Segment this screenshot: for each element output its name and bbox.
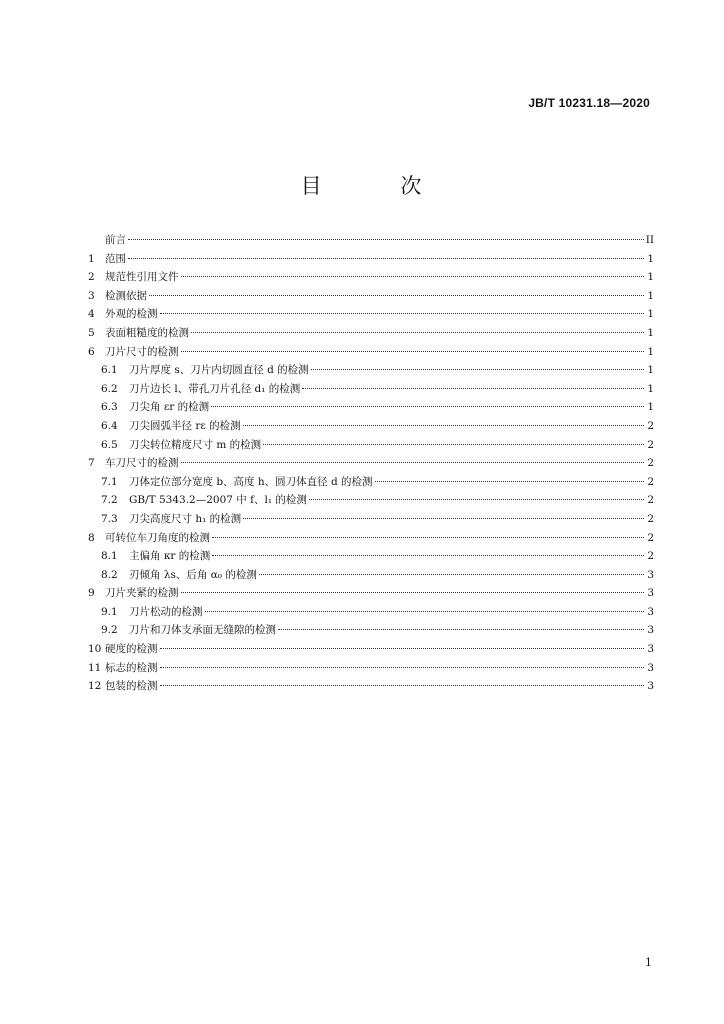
toc-entry-page: 3 <box>647 661 654 674</box>
toc-entry-number: 6 <box>88 345 95 358</box>
dot-leader <box>181 462 645 463</box>
toc-entry[interactable] <box>88 659 654 678</box>
toc-entry-label: 范围 <box>105 252 126 265</box>
dot-leader <box>181 592 645 593</box>
toc-entry-label: 主偏角 κr 的检测 <box>129 550 211 563</box>
dot-leader <box>243 425 644 426</box>
toc-title: 目 次 <box>300 174 458 198</box>
toc-entry-number: 7.1 <box>101 475 118 488</box>
table-of-contents <box>88 231 654 696</box>
toc-entry-label: 刀片松动的检测 <box>129 605 203 618</box>
toc-entry-number: 9.2 <box>101 624 118 637</box>
toc-entry-number: 10 <box>88 643 102 656</box>
toc-entry-number: 6.3 <box>101 401 118 414</box>
toc-entry[interactable] <box>88 361 654 380</box>
dot-leader <box>311 369 644 370</box>
toc-entry[interactable] <box>88 380 654 399</box>
toc-entry[interactable] <box>88 343 654 362</box>
toc-entry-number: 5 <box>88 326 95 339</box>
dot-leader <box>263 444 644 445</box>
dot-leader <box>128 239 644 240</box>
toc-entry-number: 4 <box>88 308 95 321</box>
toc-entry-label: 刀片厚度 s、刀片内切圆直径 d 的检测 <box>129 364 309 377</box>
toc-entry[interactable] <box>88 677 654 696</box>
toc-entry-page: 2 <box>647 512 654 525</box>
toc-entry[interactable] <box>88 491 654 510</box>
toc-entry-page: 2 <box>647 457 654 470</box>
dot-leader <box>160 685 645 686</box>
toc-entry[interactable] <box>88 398 654 417</box>
toc-entry-number: 7.3 <box>101 512 118 525</box>
toc-entry-label: 刀尖角 εr 的检测 <box>129 401 210 414</box>
toc-entry-page: 1 <box>647 382 654 395</box>
toc-entry-page: 1 <box>647 252 654 265</box>
toc-entry-page: 1 <box>647 289 654 302</box>
toc-entry-number: 9 <box>88 587 95 600</box>
toc-entry-page: 2 <box>647 494 654 507</box>
toc-entry[interactable] <box>88 231 654 250</box>
toc-entry[interactable] <box>88 621 654 640</box>
toc-entry[interactable] <box>88 566 654 585</box>
toc-entry-label: 规范性引用文件 <box>105 271 179 284</box>
toc-entry-page: 1 <box>647 401 654 414</box>
toc-entry-page: 3 <box>647 605 654 618</box>
toc-entry-number: 9.1 <box>101 605 118 618</box>
toc-entry[interactable] <box>88 417 654 436</box>
toc-entry-page: 1 <box>647 271 654 284</box>
toc-entry[interactable] <box>88 640 654 659</box>
toc-entry[interactable] <box>88 268 654 287</box>
toc-entry-page: 3 <box>647 643 654 656</box>
dot-leader <box>259 574 644 575</box>
toc-entry-label: 检测依据 <box>105 289 147 302</box>
dot-leader <box>149 295 644 296</box>
toc-entry-page: 3 <box>647 568 654 581</box>
toc-entry-page: 1 <box>647 308 654 321</box>
toc-entry-number: 8.1 <box>101 550 118 563</box>
dot-leader <box>181 351 645 352</box>
toc-entry-number: 7 <box>88 457 95 470</box>
toc-entry[interactable] <box>88 584 654 603</box>
toc-entry-number: 8 <box>88 531 95 544</box>
dot-leader <box>212 555 644 556</box>
toc-entry-label: 刀尖高度尺寸 h₁ 的检测 <box>129 512 242 525</box>
dot-leader <box>160 313 645 314</box>
toc-entry[interactable] <box>88 436 654 455</box>
page-number: 1 <box>645 956 652 969</box>
toc-entry-label: 表面粗糙度的检测 <box>105 326 189 339</box>
toc-entry-number: 6.1 <box>101 364 118 377</box>
toc-entry[interactable] <box>88 473 654 492</box>
toc-entry-label: 外观的检测 <box>105 308 158 321</box>
toc-entry-number: 11 <box>88 661 102 674</box>
toc-entry-label: 车刀尺寸的检测 <box>105 457 179 470</box>
toc-entry-page: 3 <box>647 624 654 637</box>
toc-entry-label: 前言 <box>105 234 126 246</box>
toc-entry-page: 2 <box>647 550 654 563</box>
dot-leader <box>160 667 645 668</box>
dot-leader <box>181 276 645 277</box>
toc-entry-number: 6.5 <box>101 438 118 451</box>
toc-entry-number: 6.4 <box>101 419 118 432</box>
dot-leader <box>128 258 644 259</box>
toc-entry-number: 12 <box>88 680 102 693</box>
toc-entry-number: 6.2 <box>101 382 118 395</box>
toc-entry-label: 刀片和刀体支承面无缝隙的检测 <box>129 624 276 637</box>
dot-leader <box>160 648 645 649</box>
dot-leader <box>205 611 645 612</box>
doc-code: JB/T 10231.18—2020 <box>528 96 650 110</box>
toc-entry[interactable] <box>88 305 654 324</box>
toc-entry-label: 硬度的检测 <box>105 643 158 656</box>
toc-entry[interactable] <box>88 529 654 548</box>
dot-leader <box>243 518 644 519</box>
toc-entry-page: 3 <box>647 587 654 600</box>
toc-entry[interactable] <box>88 324 654 343</box>
toc-entry-label: 刀尖圆弧半径 rε 的检测 <box>129 419 241 432</box>
toc-entry[interactable] <box>88 250 654 269</box>
dot-leader <box>191 332 644 333</box>
dot-leader <box>309 499 644 500</box>
toc-entry-page: 2 <box>647 438 654 451</box>
toc-entry-label: 刀体定位部分宽度 b、高度 h、圆刀体直径 d 的检测 <box>129 475 373 488</box>
toc-entry-number: 1 <box>88 252 95 265</box>
dot-leader <box>375 481 644 482</box>
toc-entry[interactable] <box>88 454 654 473</box>
toc-entry-number: 8.2 <box>101 568 118 581</box>
toc-entry-page: 1 <box>647 364 654 377</box>
toc-entry-label: GB/T 5343.2—2007 中 f、l₁ 的检测 <box>129 494 307 507</box>
toc-entry[interactable] <box>88 510 654 529</box>
toc-entry-label: 刃倾角 λs、后角 α₀ 的检测 <box>129 568 257 581</box>
toc-entry-label: 刀片尺寸的检测 <box>105 345 179 358</box>
toc-entry-label: 刀片边长 l、带孔刀片孔径 d₁ 的检测 <box>129 382 301 395</box>
toc-entry-page: 2 <box>647 531 654 544</box>
toc-entry-label: 可转位车刀角度的检测 <box>105 531 210 544</box>
toc-entry-label: 刀尖转位精度尺寸 m 的检测 <box>129 438 262 451</box>
dot-leader <box>302 388 644 389</box>
toc-entry[interactable] <box>88 547 654 566</box>
toc-entry[interactable] <box>88 603 654 622</box>
dot-leader <box>211 406 644 407</box>
dot-leader <box>278 629 644 630</box>
toc-entry-page: 1 <box>647 345 654 358</box>
toc-entry-label: 刀片夹紧的检测 <box>105 587 179 600</box>
toc-entry[interactable] <box>88 287 654 306</box>
toc-entry-number: 3 <box>88 289 95 302</box>
toc-entry-label: 包装的检测 <box>105 680 158 693</box>
toc-entry-page: II <box>645 234 654 246</box>
toc-entry-number: 7.2 <box>101 494 118 507</box>
toc-entry-number: 2 <box>88 271 95 284</box>
toc-entry-page: 1 <box>647 326 654 339</box>
dot-leader <box>212 537 644 538</box>
toc-entry-page: 2 <box>647 475 654 488</box>
toc-entry-page: 2 <box>647 419 654 432</box>
toc-entry-page: 3 <box>647 680 654 693</box>
toc-entry-label: 标志的检测 <box>105 661 158 674</box>
